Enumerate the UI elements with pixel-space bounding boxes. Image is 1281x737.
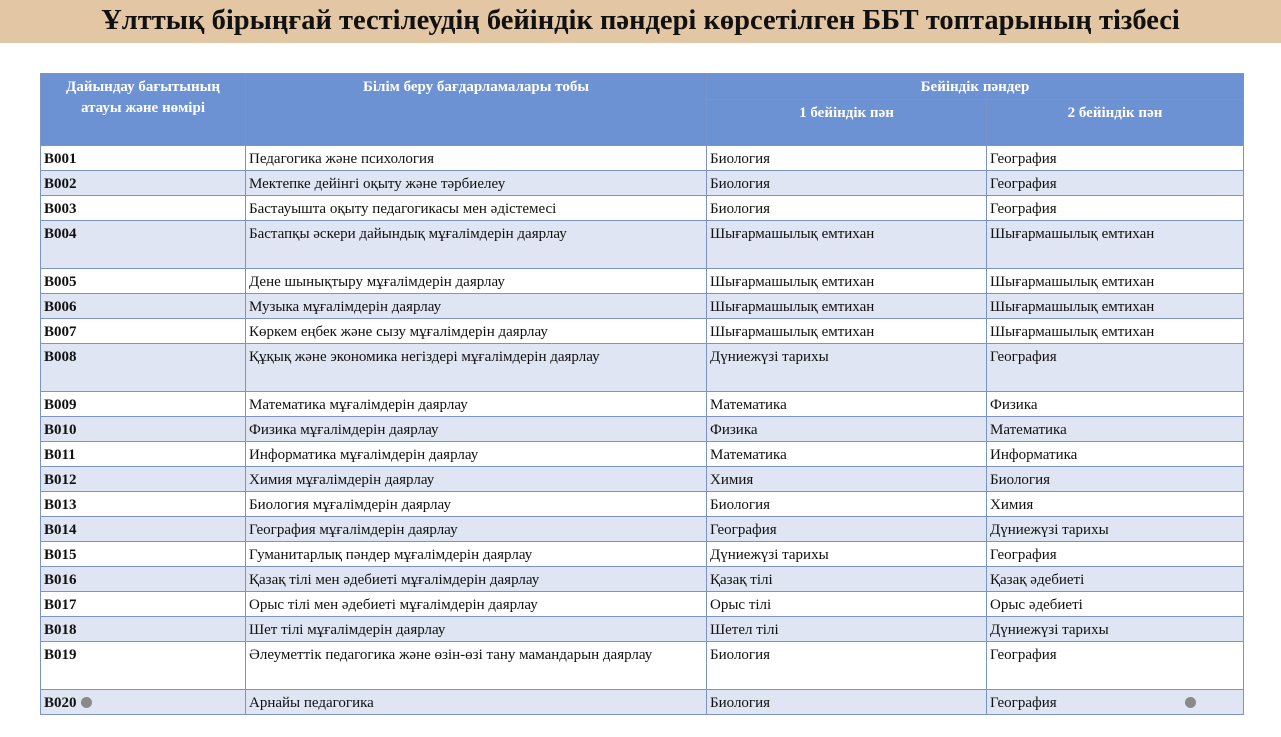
code-cell: B018	[41, 617, 246, 642]
code-cell: B013	[41, 492, 246, 517]
subject-2-cell: География	[987, 196, 1244, 221]
program-cell: Орыс тілі мен әдебиеті мұғалімдерін даярлау	[246, 592, 707, 617]
table-row	[41, 617, 1244, 642]
subject-2-cell: Шығармашылық емтихан	[987, 221, 1244, 269]
code-cell: B009	[41, 392, 246, 417]
subject-2-cell: Қазақ әдебиеті	[987, 567, 1244, 592]
table-row	[41, 542, 1244, 567]
program-cell: Бастауышта оқыту педагогикасы мен әдістемесі	[246, 196, 707, 221]
code-cell: B007	[41, 319, 246, 344]
subject-2-cell: География	[987, 171, 1244, 196]
program-cell: Гуманитарлық пәндер мұғалімдерін даярлау	[246, 542, 707, 567]
table-row	[41, 442, 1244, 467]
program-cell: Педагогика және психология	[246, 146, 707, 171]
program-cell: Бастапқы әскери дайындық мұғалімдерін даярлау	[246, 221, 707, 269]
subject-2-cell: Физика	[987, 392, 1244, 417]
program-cell: Әлеуметтік педагогика және өзін-өзі тану мамандарын даярлау	[246, 642, 707, 690]
subject-2-cell: География	[987, 344, 1244, 392]
program-cell: Математика мұғалімдерін даярлау	[246, 392, 707, 417]
subject-1-cell: Физика	[707, 417, 987, 442]
program-cell: Қазақ тілі мен әдебиеті мұғалімдерін даярлау	[246, 567, 707, 592]
table-row	[41, 196, 1244, 221]
subject-1-cell: Шығармашылық емтихан	[707, 294, 987, 319]
table-row	[41, 171, 1244, 196]
subject-1-cell: География	[707, 517, 987, 542]
subject-1-cell: Шетел тілі	[707, 617, 987, 642]
program-cell: Химия мұғалімдерін даярлау	[246, 467, 707, 492]
subject-2-cell: География	[987, 690, 1244, 715]
program-cell: Информатика мұғалімдерін даярлау	[246, 442, 707, 467]
subject-1-cell: Биология	[707, 171, 987, 196]
code-cell: B015	[41, 542, 246, 567]
code-cell: B001	[41, 146, 246, 171]
subjects-table	[40, 73, 1244, 715]
subject-1-cell: Шығармашылық емтихан	[707, 269, 987, 294]
header-subject-1: 1 бейіндік пән	[707, 100, 987, 146]
page-title: Ұлттық бірыңғай тестілеудің бейіндік пәндері көрсетілген ББТ топтарының тізбесі	[101, 5, 1180, 36]
code-cell: B006	[41, 294, 246, 319]
program-cell: Биология мұғалімдерін даярлау	[246, 492, 707, 517]
table-row	[41, 592, 1244, 617]
program-cell: Шет тілі мұғалімдерін даярлау	[246, 617, 707, 642]
code-cell: B014	[41, 517, 246, 542]
table-row	[41, 221, 1244, 269]
subject-2-cell: Информатика	[987, 442, 1244, 467]
subject-1-cell: Дүниежүзі тарихы	[707, 344, 987, 392]
code-cell: B004	[41, 221, 246, 269]
table-row	[41, 392, 1244, 417]
subject-2-cell: Орыс әдебиеті	[987, 592, 1244, 617]
table-row	[41, 467, 1244, 492]
subject-2-cell: Дүниежүзі тарихы	[987, 617, 1244, 642]
header-subject-2: 2 бейіндік пән	[987, 100, 1244, 146]
code-cell: B002	[41, 171, 246, 196]
subject-2-cell: Шығармашылық емтихан	[987, 269, 1244, 294]
subject-2-cell: География	[987, 642, 1244, 690]
code-cell: B016	[41, 567, 246, 592]
table-row	[41, 517, 1244, 542]
program-cell: Арнайы педагогика	[246, 690, 707, 715]
program-cell: Мектепке дейінгі оқыту және тәрбиелеу	[246, 171, 707, 196]
table-row	[41, 567, 1244, 592]
table-row	[41, 344, 1244, 392]
table-row	[41, 492, 1244, 517]
subject-1-cell: Биология	[707, 196, 987, 221]
code-cell: B012	[41, 467, 246, 492]
subject-2-cell: Шығармашылық емтихан	[987, 294, 1244, 319]
subject-1-cell: Дүниежүзі тарихы	[707, 542, 987, 567]
subject-1-cell: Биология	[707, 690, 987, 715]
code-cell: B019	[41, 642, 246, 690]
dot-marker-right	[1185, 697, 1196, 708]
subject-1-cell: Шығармашылық емтихан	[707, 319, 987, 344]
code-cell: B011	[41, 442, 246, 467]
subject-1-cell: Математика	[707, 442, 987, 467]
subject-2-cell: Шығармашылық емтихан	[987, 319, 1244, 344]
subject-2-cell: География	[987, 146, 1244, 171]
table-row	[41, 642, 1244, 690]
subject-1-cell: Қазақ тілі	[707, 567, 987, 592]
table-row	[41, 319, 1244, 344]
subject-2-cell: Математика	[987, 417, 1244, 442]
program-cell: Дене шынықтыру мұғалімдерін даярлау	[246, 269, 707, 294]
subject-2-cell: Дүниежүзі тарихы	[987, 517, 1244, 542]
subject-2-cell: Биология	[987, 467, 1244, 492]
table-row	[41, 417, 1244, 442]
header-profile-subjects: Бейіндік пәндер	[707, 74, 1244, 100]
program-cell: Көркем еңбек және сызу мұғалімдерін даярлау	[246, 319, 707, 344]
header-direction: Дайындау бағытының атауы және нөмірі	[41, 74, 246, 146]
code-cell: B017	[41, 592, 246, 617]
code-cell: B003	[41, 196, 246, 221]
subject-1-cell: Биология	[707, 146, 987, 171]
code-cell: B008	[41, 344, 246, 392]
header-program: Білім беру бағдарламалары тобы	[246, 74, 707, 146]
subject-2-cell: Химия	[987, 492, 1244, 517]
subject-1-cell: Орыс тілі	[707, 592, 987, 617]
table-row	[41, 690, 1244, 715]
table-row	[41, 146, 1244, 171]
table-row	[41, 269, 1244, 294]
dot-marker-left	[81, 697, 92, 708]
program-cell: Құқық және экономика негіздері мұғалімдерін даярлау	[246, 344, 707, 392]
subject-1-cell: Биология	[707, 492, 987, 517]
table-body	[41, 146, 1244, 715]
program-cell: География мұғалімдерін даярлау	[246, 517, 707, 542]
code-cell: B010	[41, 417, 246, 442]
code-cell: B020	[41, 690, 246, 715]
table-row	[41, 294, 1244, 319]
subject-2-cell: География	[987, 542, 1244, 567]
subject-1-cell: Математика	[707, 392, 987, 417]
subject-1-cell: Химия	[707, 467, 987, 492]
subject-1-cell: Шығармашылық емтихан	[707, 221, 987, 269]
program-cell: Физика мұғалімдерін даярлау	[246, 417, 707, 442]
code-cell: B005	[41, 269, 246, 294]
program-cell: Музыка мұғалімдерін даярлау	[246, 294, 707, 319]
subject-1-cell: Биология	[707, 642, 987, 690]
